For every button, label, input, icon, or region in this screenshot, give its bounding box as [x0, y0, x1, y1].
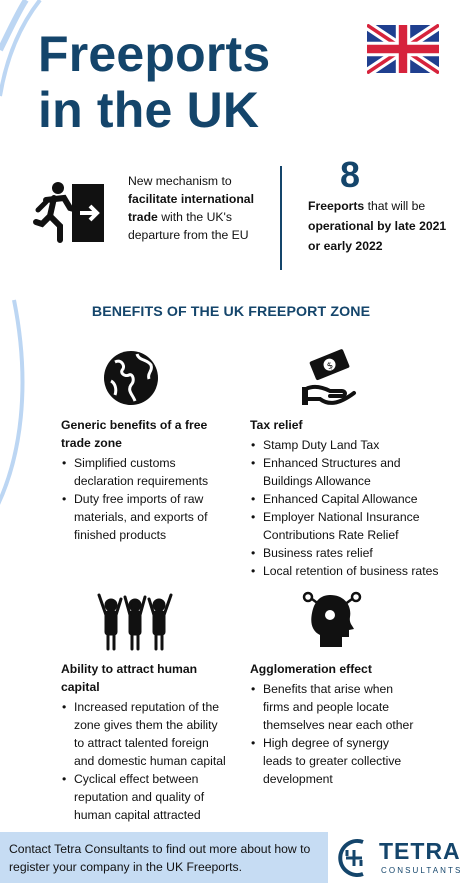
list-item: • High degree of synergy leads to greater collective development [263, 734, 420, 788]
freeport-count-description [308, 196, 458, 256]
list-item: • Employer National Insurance Contributions Rate Relief [263, 508, 450, 544]
people-cheering-icon [97, 585, 173, 651]
benefit-list [61, 698, 227, 824]
benefit-list [61, 454, 219, 544]
globe-icon [103, 347, 159, 407]
footer-contact-text: Contact Tetra Consultants to find out more about how to register your company in the UK Freeports. [9, 842, 311, 874]
list-item: • Duty free imports of raw materials, and exports of finished products [74, 490, 219, 544]
logo-wordmark: TETRA [379, 838, 461, 864]
list-item: • Increased reputation of the zone gives them the ability to attract talented foreign and domestic human capital [74, 698, 227, 770]
page-title [38, 26, 270, 138]
vertical-divider [280, 166, 282, 270]
benefits-heading: BENEFITS OF THE UK FREEPORT ZONE [91, 304, 371, 320]
title-line-2: in the UK [38, 82, 260, 138]
text-run: Freeports [308, 199, 365, 213]
benefit-tax [250, 416, 450, 580]
benefit-title: Ability to attract human capital [61, 662, 198, 694]
benefit-generic [61, 416, 219, 544]
list-item: • Enhanced Capital Allowance [263, 490, 450, 508]
text-run: that will be [364, 199, 426, 213]
benefit-title: Agglomeration effect [250, 662, 372, 676]
benefit-title: Generic benefits of a free trade zone [61, 418, 208, 450]
list-item: • Local retention of business rates [263, 562, 450, 580]
list-item: • Enhanced Structures and Buildings Allowance [263, 454, 450, 490]
head-network-icon [302, 587, 362, 649]
logo-subtitle: CONSULTANTS [381, 866, 462, 875]
exit-door-icon [32, 180, 108, 246]
list-item: • Cyclical effect between reputation and quality of human capital attracted [74, 770, 227, 824]
title-line-1: Freeports [38, 26, 271, 82]
benefit-agglomeration [250, 660, 420, 788]
benefit-list [250, 680, 420, 788]
benefit-list [250, 436, 450, 580]
benefit-human-capital [61, 660, 227, 824]
intro-text [128, 172, 276, 244]
money-hand-icon [302, 347, 358, 409]
list-item: • Business rates relief [263, 544, 450, 562]
list-item: • Stamp Duty Land Tax [263, 436, 450, 454]
text-run: operational by late 2021 or early 2022 [308, 219, 447, 253]
text-run: facilitate international trade [128, 192, 254, 224]
freeport-count: 8 [340, 154, 361, 195]
uk-flag-icon [367, 24, 439, 74]
benefit-title: Tax relief [250, 418, 303, 432]
list-item: • Benefits that arise when firms and people locate themselves near each other [263, 680, 420, 734]
text-run: with the UK's departure from the EU [128, 210, 249, 242]
tetra-logo-icon [333, 836, 375, 880]
text-run: New mechanism to [128, 174, 232, 188]
list-item: • Simplified customs declaration requirements [74, 454, 219, 490]
svg-text:$: $ [325, 360, 335, 373]
